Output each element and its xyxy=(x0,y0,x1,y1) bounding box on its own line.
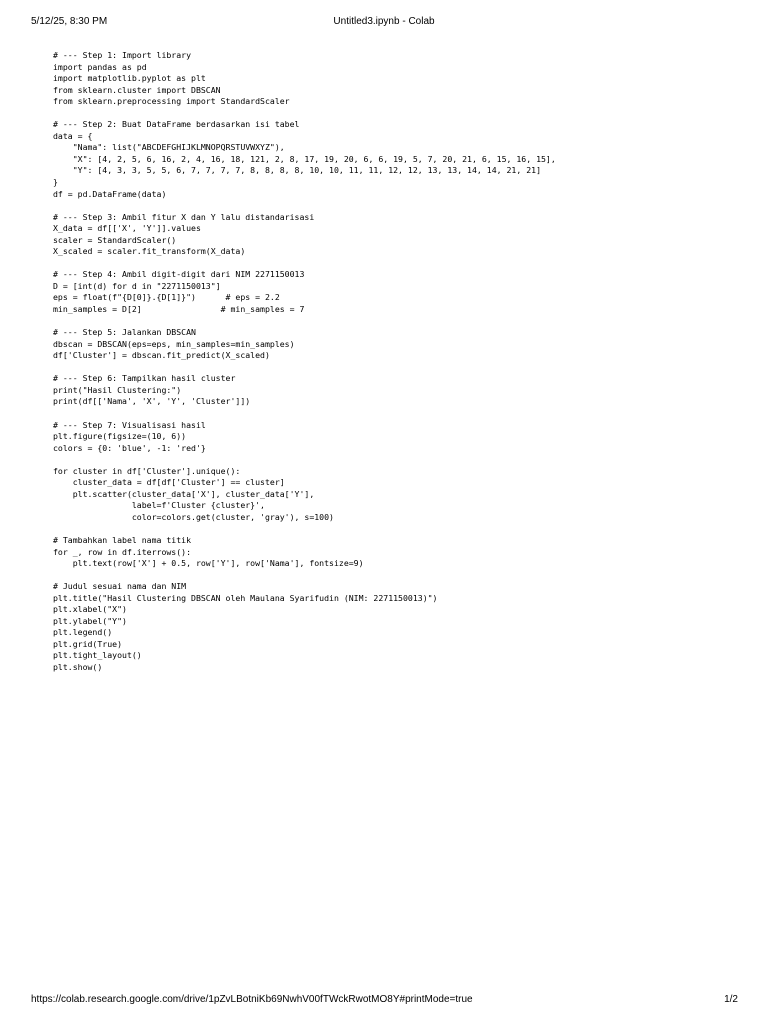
code-line: plt.figure(figsize=(10, 6)) xyxy=(53,431,187,442)
code-line: plt.text(row['X'] + 0.5, row['Y'], row['Nama'], fontsize=9) xyxy=(53,558,364,569)
code-line: cluster_data = df[df['Cluster'] == cluster] xyxy=(53,477,285,488)
code-line: "Nama": list("ABCDEFGHIJKLMNOPQRSTUVWXYZ"), xyxy=(53,142,285,153)
code-line xyxy=(53,258,733,270)
code-line: # Tambahkan label nama titik xyxy=(53,534,192,545)
code-line xyxy=(53,408,733,420)
code-line: plt.scatter(cluster_data['X'], cluster_data['Y'], xyxy=(53,488,315,499)
code-line xyxy=(53,362,733,374)
page-number: 1/2 xyxy=(724,994,738,1005)
code-line: # --- Step 3: Ambil fitur X dan Y lalu distandarisasi xyxy=(53,211,315,222)
code-line: D = [int(d) for d in "2271150013"] xyxy=(53,280,221,291)
code-line: for _, row in df.iterrows(): xyxy=(53,546,192,557)
code-line: plt.show() xyxy=(53,661,103,672)
code-line: from sklearn.cluster import DBSCAN xyxy=(53,84,221,95)
code-line: # --- Step 4: Ambil digit-digit dari NIM 2271150013 xyxy=(53,269,305,280)
code-line: print(df[['Nama', 'X', 'Y', 'Cluster']]) xyxy=(53,396,251,407)
code-line: "X": [4, 2, 5, 6, 16, 2, 4, 16, 18, 121, 2, 8, 17, 19, 20, 6, 6, 19, 5, 7, 20, 21, 6, 15, 16, 15], xyxy=(53,153,556,164)
code-line: for cluster in df['Cluster'].unique(): xyxy=(53,465,241,476)
code-line: plt.xlabel("X") xyxy=(53,604,127,615)
code-line: print("Hasil Clustering:") xyxy=(53,384,182,395)
code-line: # Judul sesuai nama dan NIM xyxy=(53,581,187,592)
print-footer xyxy=(0,994,768,1010)
code-line: import matplotlib.pyplot as plt xyxy=(53,73,206,84)
code-line: plt.ylabel("Y") xyxy=(53,615,127,626)
page-url: https://colab.research.google.com/drive/1pZvLBotniKb69NwhV00fTWckRwotMO8Y#printMode=true xyxy=(31,994,473,1005)
code-line: # --- Step 5: Jalankan DBSCAN xyxy=(53,327,196,338)
code-line: # --- Step 6: Tampilkan hasil cluster xyxy=(53,373,236,384)
code-line: # --- Step 7: Visualisasi hasil xyxy=(53,419,206,430)
code-line: df = pd.DataFrame(data) xyxy=(53,188,167,199)
code-line: scaler = StandardScaler() xyxy=(53,234,177,245)
code-line: plt.legend() xyxy=(53,627,113,638)
code-line: data = { xyxy=(53,130,93,141)
code-line: eps = float(f"{D[0]}.{D[1]}") # eps = 2.2 xyxy=(53,292,280,303)
code-line: plt.grid(True) xyxy=(53,638,123,649)
code-line: min_samples = D[2] # min_samples = 7 xyxy=(53,304,305,315)
code-line: # --- Step 2: Buat DataFrame berdasarkan isi tabel xyxy=(53,119,300,130)
code-line: X_data = df[['X', 'Y']].values xyxy=(53,223,201,234)
code-line: "Y": [4, 3, 3, 5, 5, 6, 7, 7, 7, 7, 8, 8, 8, 8, 10, 10, 11, 11, 12, 12, 13, 13, 14, 14, 21, 21] xyxy=(53,165,541,176)
code-line: color=colors.get(cluster, 'gray'), s=100) xyxy=(53,511,334,522)
code-line: plt.title("Hasil Clustering DBSCAN oleh Maulana Syarifudin (NIM: 2271150013)") xyxy=(53,592,438,603)
print-header xyxy=(0,16,768,32)
code-line xyxy=(53,523,733,535)
print-datetime: 5/12/25, 8:30 PM xyxy=(31,16,108,27)
document-title: Untitled3.ipynb - Colab xyxy=(333,16,435,27)
code-line: label=f'Cluster {cluster}', xyxy=(53,500,265,511)
code-line: dbscan = DBSCAN(eps=eps, min_samples=min_samples) xyxy=(53,338,295,349)
code-line: } xyxy=(53,177,58,188)
code-line: X_scaled = scaler.fit_transform(X_data) xyxy=(53,246,246,257)
code-line: from sklearn.preprocessing import StandardScaler xyxy=(53,96,290,107)
code-line: colors = {0: 'blue', -1: 'red'} xyxy=(53,442,206,453)
code-line xyxy=(53,200,733,212)
code-cell xyxy=(53,50,733,674)
code-line: df['Cluster'] = dbscan.fit_predict(X_scaled) xyxy=(53,350,270,361)
code-line xyxy=(53,316,733,328)
code-line: plt.tight_layout() xyxy=(53,650,142,661)
code-line xyxy=(53,108,733,120)
code-line: # --- Step 1: Import library xyxy=(53,50,192,60)
code-line xyxy=(53,454,733,466)
code-line: import pandas as pd xyxy=(53,61,147,72)
code-line xyxy=(53,570,733,582)
